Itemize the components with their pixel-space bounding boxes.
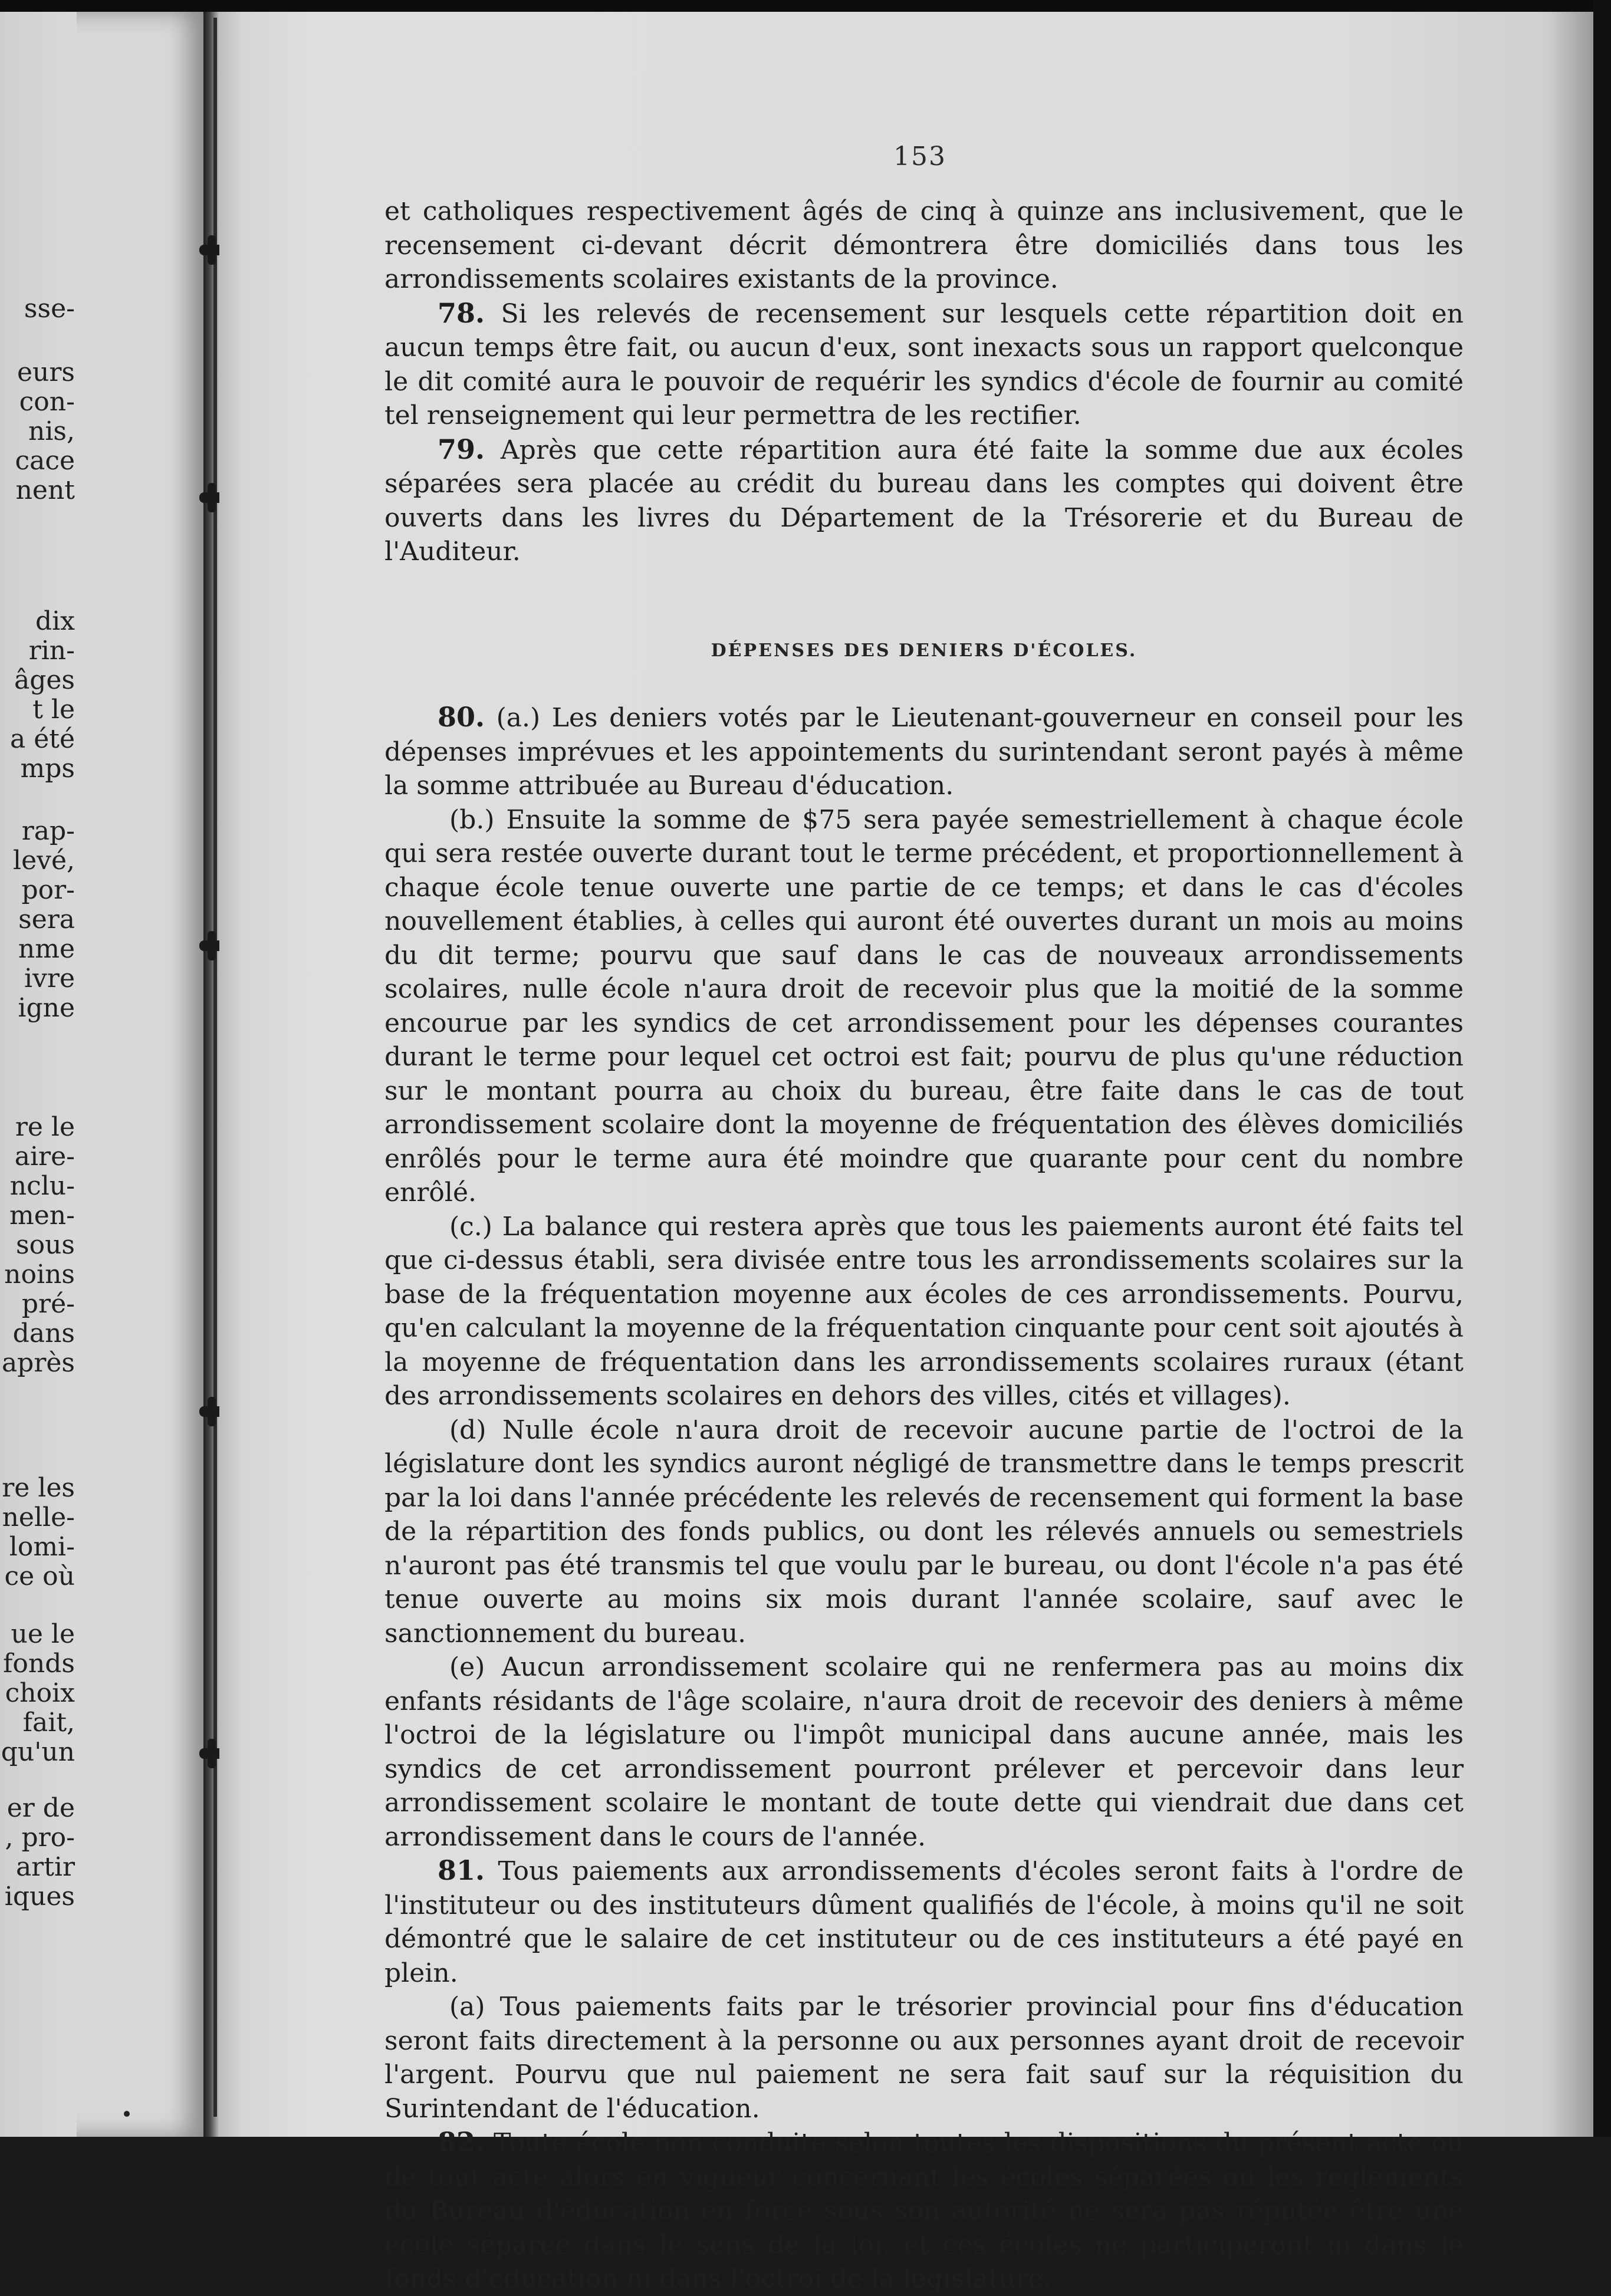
paragraph-80e: (e) Aucun arrondissement scolaire qui ne renfermera pas au moins dix enfants résidants de l'âge scolaire, n'aura droit de recevoir des deniers à même l'octroi de la législature ou l'impôt municipal dans aucune année, mais les syndics de cet arrondissement pourront prélever et percevoir dans leur arrondissement scolaire le montant de toute dette qui viendrait due dans cet arrondissement dans le cours de l'année.	[384, 1652, 1464, 1852]
left-fragment: aire-	[14, 1142, 75, 1172]
section-number: 82.	[438, 2126, 485, 2158]
paragraph-77-continued: et catholiques respectivement âgés de cinq à quinze ans inclusivement, que le recensement ci-devant décrit démontrera être domiciliés dans tous les arrondissements scolaires existants de la province.	[384, 196, 1464, 294]
left-page-text-fragments	[0, 12, 80, 2137]
left-fragment: choix	[5, 1678, 75, 1708]
left-fragment: sera	[18, 904, 75, 935]
left-fragment: rap-	[21, 816, 75, 846]
left-fragment: noins	[4, 1259, 75, 1290]
left-fragment: , pro-	[5, 1823, 75, 1853]
section-number: 78.	[438, 297, 485, 329]
left-fragment: cace	[15, 446, 75, 476]
left-fragment: âges	[14, 665, 75, 695]
paragraph-text: Tous paiements aux arrondissements d'écoles seront faits à l'ordre de l'instituteur ou des instituteurs dûment qualifiés de l'école, à moins qu'il ne soit démontré que le salaire de cet instituteur ou de ces instituteurs a été payé en plein.	[384, 1856, 1464, 1988]
left-fragment: nis,	[28, 416, 75, 446]
paragraph-78	[384, 297, 1464, 433]
page-body-text	[384, 195, 1464, 2296]
speck	[124, 2111, 130, 2117]
paragraph-80c: (c.) La balance qui restera après que tous les paiements auront été faits tel que ci-dessus établi, sera divisée entre tous les arrondissements scolaires sur la base de la fréquentation moyenne aux écoles de ces arrondissements. Pourvu, qu'en calculant la moyenne de la fréquentation cinquante pour cent soit ajoutés à la moyenne de fréquentation dans les arrondissements scolaires ruraux (étant des arrondissements scolaires en dehors des villes, cités et villages).	[384, 1211, 1464, 1411]
book-spine	[203, 12, 220, 2137]
section-heading: DÉPENSES DES DENIERS D'ÉCOLES.	[711, 640, 1137, 661]
scanner-right-band	[1593, 0, 1611, 2137]
left-fragment: dix	[35, 606, 75, 636]
binding-thread	[213, 18, 217, 2117]
left-fragment: re les	[2, 1473, 75, 1503]
left-fragment: nent	[15, 475, 75, 505]
left-fragment: er de	[6, 1793, 75, 1823]
left-fragment: après	[1, 1348, 75, 1378]
left-fragment: sous	[16, 1230, 75, 1260]
left-fragment: rin-	[28, 636, 75, 666]
left-fragment: re le	[15, 1112, 75, 1142]
left-fragment: nelle-	[2, 1502, 75, 1532]
left-fragment: igne	[18, 993, 75, 1023]
left-fragment: t le	[32, 695, 75, 725]
left-fragment: fait,	[22, 1708, 75, 1738]
section-number: 79.	[438, 433, 485, 465]
left-fragment: nclu-	[9, 1171, 75, 1201]
section-number: 81.	[438, 1854, 485, 1886]
left-fragment: fonds	[3, 1649, 75, 1679]
paragraph-text: Toute école non conduite selon toutes les dispositions du présent acte ou de tout acte alors en vigueur concernant les écoles séparées ou les règlements du Bureau d'éducation en force sous son autorité ne sera pas réputée être une école séparée dans le sens de la loi, et ces écoles ne participeront ni dans le fonds d'éducation ni dans l'octroi de la législature.	[384, 2128, 1464, 2294]
paragraph-81a: (a) Tous paiements faits par le trésorier provincial pour fins d'éducation seront faits directement à la personne ou aux personnes ayant droit de recevoir l'argent. Pourvu que nul paiement ne sera fait sauf sur la réquisition du Surintendant de l'éducation.	[384, 1992, 1464, 2124]
paragraph-80b: (b.) Ensuite la somme de $75 sera payée semestriellement à chaque école qui sera restée ouverte durant tout le terme précédent, et proportionnellement à chaque école tenue ouverte une partie de ce temps; et dans le cas d'écoles nouvellement établies, à celles qui auront été ouvertes durant un mois au moins du dit terme; pourvu que sauf dans le cas de nouveaux arrondissements scolaires, nulle école n'aura droit de recevoir plus que la moitié de la somme encourue par les syndics de cet arrondissement pour les dépenses courantes durant le terme pour lequel cet octroi est fait; pourvu de plus qu'une réduction sur le montant pourra au choix du bureau, être faite dans le cas de tout arrondissement scolaire dont la moyenne de fréquentation des élèves domiciliés enrôlés pour le terme aura été moindre que quarante pour cent du nombre enrôlé.	[384, 804, 1464, 1208]
paragraph-text: (a.) Les deniers votés par le Lieutenant-gouverneur en conseil pour les dépenses imprévues et les appointements du surintendant seront payés à même la somme attribuée au Bureau d'éducation.	[384, 703, 1464, 801]
left-fragment: ce où	[4, 1561, 75, 1591]
left-fragment: eurs	[17, 357, 75, 387]
left-fragment: con-	[19, 387, 75, 417]
paragraph-81	[384, 1854, 1464, 1990]
left-fragment: lomi-	[9, 1532, 75, 1562]
left-fragment: men-	[9, 1200, 75, 1231]
left-fragment: a été	[10, 724, 75, 754]
paragraph-text: Si les relevés de recensement sur lesquels cette répartition doit en aucun temps être fait, ou aucun d'eux, sont inexacts sous un rapport quelconque le dit comité aura le pouvoir de requérir les syndics d'école de fournir au comité tel renseignement qui leur permettra de les rectifier.	[384, 298, 1464, 430]
paragraph-82	[384, 2126, 1464, 2296]
paragraph-text: Après que cette répartition aura été faite la somme due aux écoles séparées sera placée au crédit du bureau dans les comptes qui doivent être ouverts dans les livres du Département de la Trésorerie et du Bureau de l'Auditeur.	[384, 435, 1464, 567]
paragraph-79	[384, 433, 1464, 569]
left-fragment: pré-	[21, 1289, 75, 1319]
paragraph-80a	[384, 700, 1464, 803]
left-fragment: levé,	[13, 846, 75, 876]
left-fragment: sse-	[24, 294, 75, 324]
left-fragment: dans	[12, 1318, 75, 1348]
left-fragment: qu'un	[1, 1737, 75, 1767]
left-fragment: artir	[15, 1852, 75, 1882]
left-fragment: iques	[4, 1881, 75, 1912]
left-fragment: ue le	[11, 1619, 75, 1649]
paragraph-80d: (d) Nulle école n'aura droit de recevoir aucune partie de l'octroi de la législature dont les syndics auront négligé de transmettre dans le temps prescrit par la loi dans l'année précédente les relevés de recensement qui forment la base de la répartition des fonds publics, ou dont les rélevés annuels ou semestriels n'auront pas été transmis tel que voulu par le bureau, ou dont l'école n'a pas été tenue ouverte au moins six mois durant l'année scolaire, sauf avec le sanctionnement du bureau.	[384, 1415, 1464, 1649]
left-facing-page	[0, 12, 206, 2137]
page-number: 153	[893, 142, 946, 172]
left-fragment: ivre	[24, 963, 75, 994]
left-fragment: nme	[18, 934, 75, 964]
left-fragment: por-	[21, 875, 75, 905]
left-fragment: mps	[20, 754, 75, 784]
section-number: 80.	[438, 701, 485, 733]
